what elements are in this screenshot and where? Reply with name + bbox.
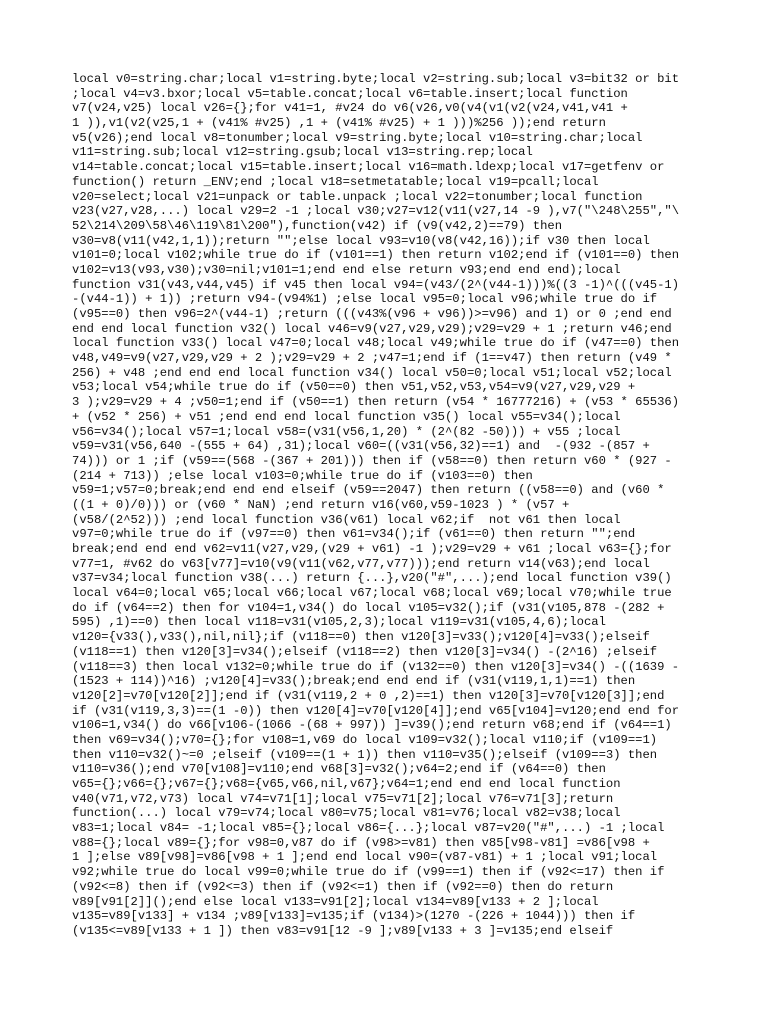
code-line: local v64=0;local v65;local v66;local v67;local v68;local v69;local v70;while true: [72, 586, 672, 601]
code-line: v135=v89[v133] + v134 ;v89[v133]=v135;if (v134)>(1270 -(226 + 1044))) then if: [72, 909, 636, 924]
code-line: v37=v34;local function v38(...) return {...},v20("#",...);end local function v39(): [72, 571, 672, 586]
code-line: v120={v33(),v33(),nil,nil};if (v118==0) then v120[3]=v33();v120[4]=v33();elseif: [72, 630, 650, 645]
code-line: v40(v71,v72,v73) local v74=v71[1];local v75=v71[2];local v76=v71[3];return: [72, 791, 614, 806]
code-line: v56=v34();local v57=1;local v58=(v31(v56,1,20) * (2^(82 -50))) + v55 ;local: [72, 424, 621, 439]
code-line: if (v31(v119,3,3)==(1 -0)) then v120[4]=v70[v120[4]];end v65[v104]=v120;end end for: [72, 703, 680, 718]
code-line: v48,v49=v9(v27,v29,v29 + 2 );v29=v29 + 2 ;v47=1;end if (1==v47) then return (v49 *: [72, 351, 672, 366]
code-line: -(v44-1)) + 1)) ;return v94-(v94%1) ;else local v95=0;local v96;while true do if: [72, 292, 658, 307]
code-text-block: [72, 72, 700, 939]
code-line: (v92<=8) then if (v92<=3) then if (v92<=1) then if (v92==0) then do return: [72, 879, 614, 894]
code-line: 256) + v48 ;end end end local function v34() local v50=0;local v51;local v52;local: [72, 365, 672, 380]
code-line: v106=1,v34() do v66[v106-(1066 -(68 + 997)) ]=v39();end return v68;end if (v64==1): [72, 718, 672, 733]
code-line: v102=v13(v93,v30);v30=nil;v101=1;end end else return v93;end end end);local: [72, 262, 621, 277]
code-line: ;local v4=v3.bxor;local v5=table.concat;local v6=table.insert;local function: [72, 86, 628, 101]
code-line: 52\214\209\58\46\119\81\200"),function(v42) if (v9(v42,2)==79) then: [72, 218, 563, 233]
code-line: then v110=v32()~=0 ;elseif (v109==(1 + 1)) then v110=v35();elseif (v109==3) then: [72, 747, 658, 762]
code-line: do if (v64==2) then for v104=1,v34() do local v105=v32();if (v31(v105,878 -(282 +: [72, 600, 665, 615]
code-line: v59=1;v57=0;break;end end end elseif (v59==2047) then return ((v58==0) and (v60 *: [72, 483, 665, 498]
code-line: v65={};v66={};v67={};v68={v65,v66,nil,v67};v64=1;end end end local function: [72, 777, 621, 791]
code-line: v97=0;while true do if (v97==0) then v61=v34();if (v61==0) then return "";end: [72, 527, 636, 542]
code-line: v88={};local v89={};for v98=0,v87 do if (v98>=v81) then v85[v98-v81] =v86[v98 +: [72, 835, 650, 850]
code-line: local function v33() local v47=0;local v48;local v49;while true do if (v47==0) then: [72, 336, 680, 351]
code-line: v77=1, #v62 do v63[v77]=v10(v9(v11(v62,v77,v77)));end return v14(v63);end local: [72, 556, 650, 571]
code-line: v23(v27,v28,...) local v29=2 -1 ;local v30;v27=v12(v11(v27,14 -9 ),v7("\248\255","\: [72, 204, 680, 219]
code-line: (v118==1) then v120[3]=v34();elseif (v118==2) then v120[3]=v34() -(2^16) ;elseif: [72, 644, 658, 659]
code-line: v59=v31(v56,640 -(555 + 64) ,31);local v60=((v31(v56,32)==1) and -(932 -(857 +: [72, 439, 650, 454]
code-line: v83=1;local v84= -1;local v85={};local v86={...};local v87=v20("#",...) -1 ;local: [72, 821, 665, 836]
code-line: (v95==0) then v96=2^(v44-1) ;return (((v43%(v96 + v96))>=v96) and 1) or 0 ;end end: [72, 307, 672, 321]
code-line: v120[2]=v70[v120[2]];end if (v31(v119,2 + 0 ,2)==1) then v120[3]=v70[v120[3]];end: [72, 688, 665, 703]
code-line: 595) ,1)==0) then local v118=v31(v105,2,3);local v119=v31(v105,4,6);local: [72, 615, 606, 630]
code-line: 1 ];else v89[v98]=v86[v98 + 1 ];end end local v90=(v87-v81) + 1 ;local v91;local: [72, 850, 658, 865]
code-line: + (v52 * 256) + v51 ;end end end local function v35() local v55=v34();local: [72, 409, 621, 424]
code-line: function v31(v43,v44,v45) if v45 then local v94=(v43/(2^(v44-1)))%((3 -1)^(((v45-1): [72, 277, 680, 292]
code-line: v30=v8(v11(v42,1,1));return "";else local v93=v10(v8(v42,16));if v30 then local: [72, 233, 650, 248]
code-line: (1523 + 114))^16) ;v120[4]=v33();break;end end end if (v31(v119,1,1)==1) then: [72, 674, 636, 689]
code-line: v11=string.sub;local v12=string.gsub;local v13=string.rep;local: [72, 145, 533, 160]
code-line: v89[v91[2]]();end else local v133=v91[2];local v134=v89[v133 + 2 ];local: [72, 894, 599, 909]
code-line: (214 + 713)) ;else local v103=0;while true do if (v103==0) then: [72, 468, 533, 483]
code-line: (v118==3) then local v132=0;while true do if (v132==0) then v120[3]=v34() -((1639 -: [72, 659, 680, 674]
code-line: function() return _ENV;end ;local v18=setmetatable;local v19=pcall;local: [72, 174, 599, 189]
code-line: then v69=v34();v70={};for v108=1,v69 do local v109=v32();local v110;if (v109==1): [72, 732, 658, 747]
code-line: v7(v24,v25) local v26={};for v41=1, #v24 do v6(v26,v0(v4(v1(v2(v24,v41,v41 +: [72, 101, 628, 116]
code-line: 1 )),v1(v2(v25,1 + (v41% #v25) ,1 + (v41% #v25) + 1 )))%256 ));end return: [72, 116, 606, 131]
code-line: function(...) local v79=v74;local v80=v75;local v81=v76;local v82=v38;local: [72, 806, 621, 821]
code-line: ((1 + 0)/0))) or (v60 * NaN) ;end return v16(v60,v59-1023 ) * (v57 +: [72, 497, 570, 512]
code-line: v92;while true do local v99=0;while true do if (v99==1) then if (v92<=17) then if: [72, 865, 665, 880]
code-line: (v135<=v89[v133 + 1 ]) then v83=v91[12 -9 ];v89[v133 + 3 ]=v135;end elseif: [72, 923, 614, 938]
code-line: v5(v26);end local v8=tonumber;local v9=string.byte;local v10=string.char;local: [72, 130, 643, 145]
code-line: v20=select;local v21=unpack or table.unpack ;local v22=tonumber;local function: [72, 189, 643, 204]
code-line: end end local function v32() local v46=v9(v27,v29,v29);v29=v29 + 1 ;return v46;end: [72, 321, 672, 336]
code-line: (v58/(2^52))) ;end local function v36(v61) local v62;if not v61 then local: [72, 512, 621, 527]
code-line: break;end end end v62=v11(v27,v29,(v29 + v61) -1 );v29=v29 + v61 ;local v63={};for: [72, 542, 672, 556]
code-line: local v0=string.char;local v1=string.byte;local v2=string.sub;local v3=bit32 or bit: [72, 72, 680, 86]
code-line: v110=v36();end v70[v108]=v110;end v68[3]=v32();v64=2;end if (v64==0) then: [72, 762, 606, 777]
code-line: v14=table.concat;local v15=table.insert;local v16=math.ldexp;local v17=getfenv or: [72, 160, 665, 175]
code-line: 74))) or 1 ;if (v59==(568 -(367 + 201))) then if (v58==0) then return v60 * (927 -: [72, 453, 672, 468]
code-line: 3 );v29=v29 + 4 ;v50=1;end if (v50==1) then return (v54 * 16777216) + (v53 * 65536): [72, 395, 680, 410]
code-line: v101=0;local v102;while true do if (v101==1) then return v102;end if (v101==0) then: [72, 248, 680, 263]
code-line: v53;local v54;while true do if (v50==0) then v51,v52,v53,v54=v9(v27,v29,v29 +: [72, 380, 636, 395]
